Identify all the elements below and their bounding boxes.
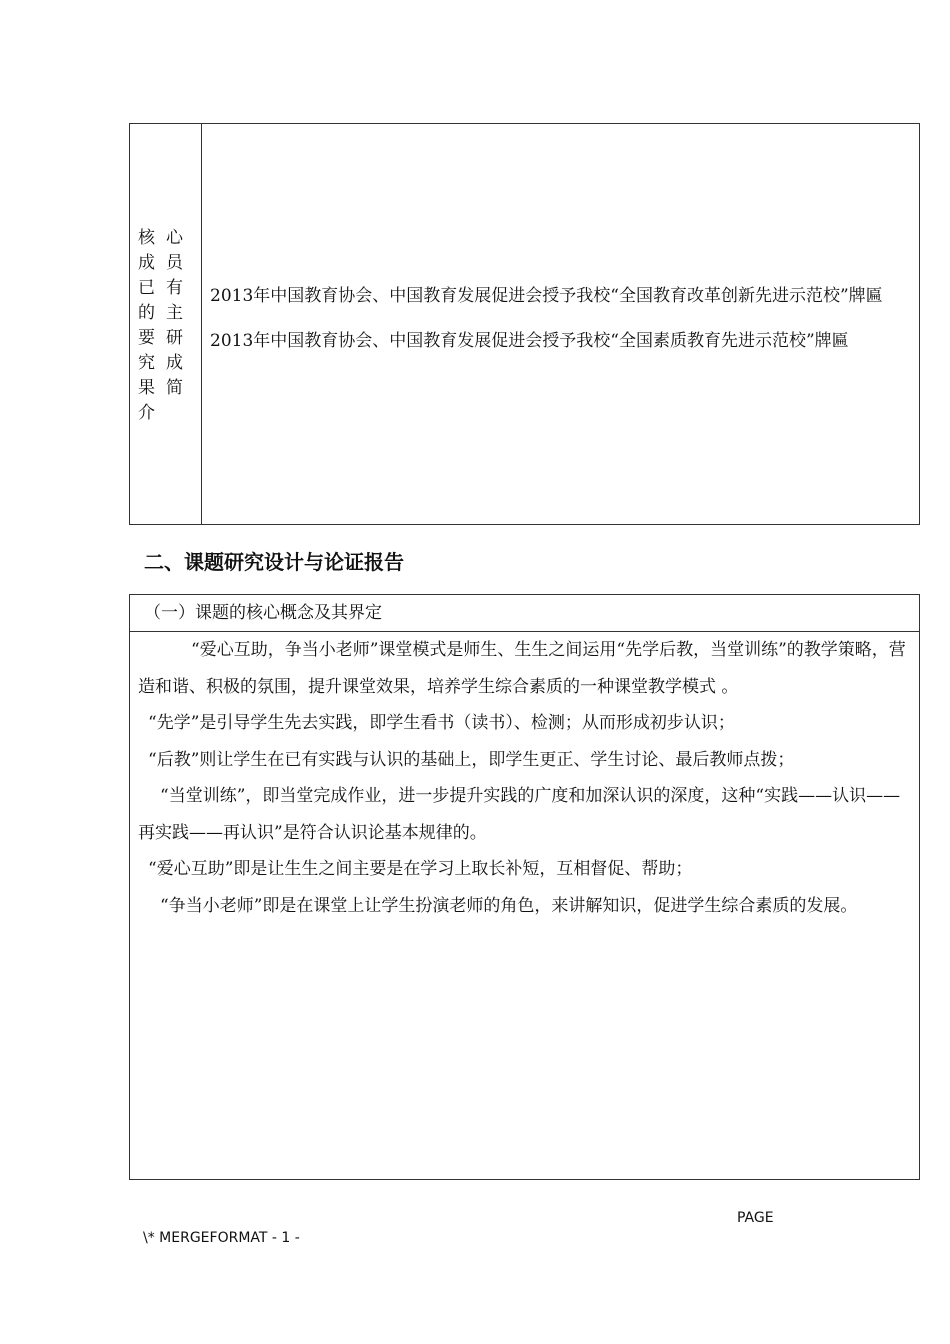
table-header: （一）课题的核心概念及其界定 (130, 595, 919, 632)
table-column-divider (201, 124, 202, 524)
label-char: 核 (138, 228, 155, 248)
label-char: 员 (166, 253, 183, 273)
concept-paragraph: “先学”是引导学生先去实践，即学生看书（读书）、检测；从而形成初步认识； (148, 713, 735, 733)
concept-paragraph: “当堂训练”，即当堂完成作业，进一步提升实践的广度和加深认识的深度，这种“实践——认识——再实践——再认识”是符合认识论基本规律的。 (138, 786, 901, 843)
label-char: 究 (138, 353, 155, 373)
result-item: 2013年中国教育协会、中国教育发展促进会授予我校“全国教育改革创新先进示范校”牌匾 (210, 286, 883, 306)
concept-paragraph: “爱心互助”即是让生生之间主要是在学习上取长补短，互相督促、帮助； (148, 859, 693, 879)
result-item: 2013年中国教育协会、中国教育发展促进会授予我校“全国素质教育先进示范校”牌匾 (210, 331, 849, 351)
concept-paragraph: “爱心互助，争当小老师”课堂模式是师生、生生之间运用“先学后教，当堂训练”的教学策略，营造和谐、积极的氛围，提升课堂效果，培养学生综合素质的一种课堂教学模式 。 (138, 640, 906, 697)
label-char: 要 (138, 328, 155, 348)
label-char: 果 (138, 378, 155, 398)
label-char: 心 (166, 228, 183, 248)
label-char: 主 (166, 303, 183, 323)
table-body (138, 632, 911, 924)
core-concept-table (129, 594, 920, 1180)
row-label (138, 226, 194, 426)
label-char: 研 (166, 328, 183, 348)
research-results-table (129, 123, 920, 525)
section-heading: 二、课题研究设计与论证报告 (144, 550, 404, 574)
footer-page-field: PAGE (737, 1210, 774, 1226)
concept-paragraph: “后教”则让学生在已有实践与认识的基础上，即学生更正、学生讨论、最后教师点拨； (148, 749, 795, 770)
label-char: 已 (138, 278, 155, 298)
label-char: 简 (166, 378, 183, 398)
footer-merge-field: \* MERGEFORMAT - 1 - (143, 1230, 300, 1246)
results-content (210, 278, 910, 368)
label-char: 介 (138, 403, 155, 423)
label-char: 的 (138, 303, 155, 323)
label-char: 有 (166, 278, 183, 298)
label-char: 成 (166, 353, 183, 373)
concept-paragraph: “争当小老师”即是在课堂上让学生扮演老师的角色，来讲解知识，促进学生综合素质的发展。 (160, 895, 858, 916)
label-char: 成 (138, 253, 155, 273)
